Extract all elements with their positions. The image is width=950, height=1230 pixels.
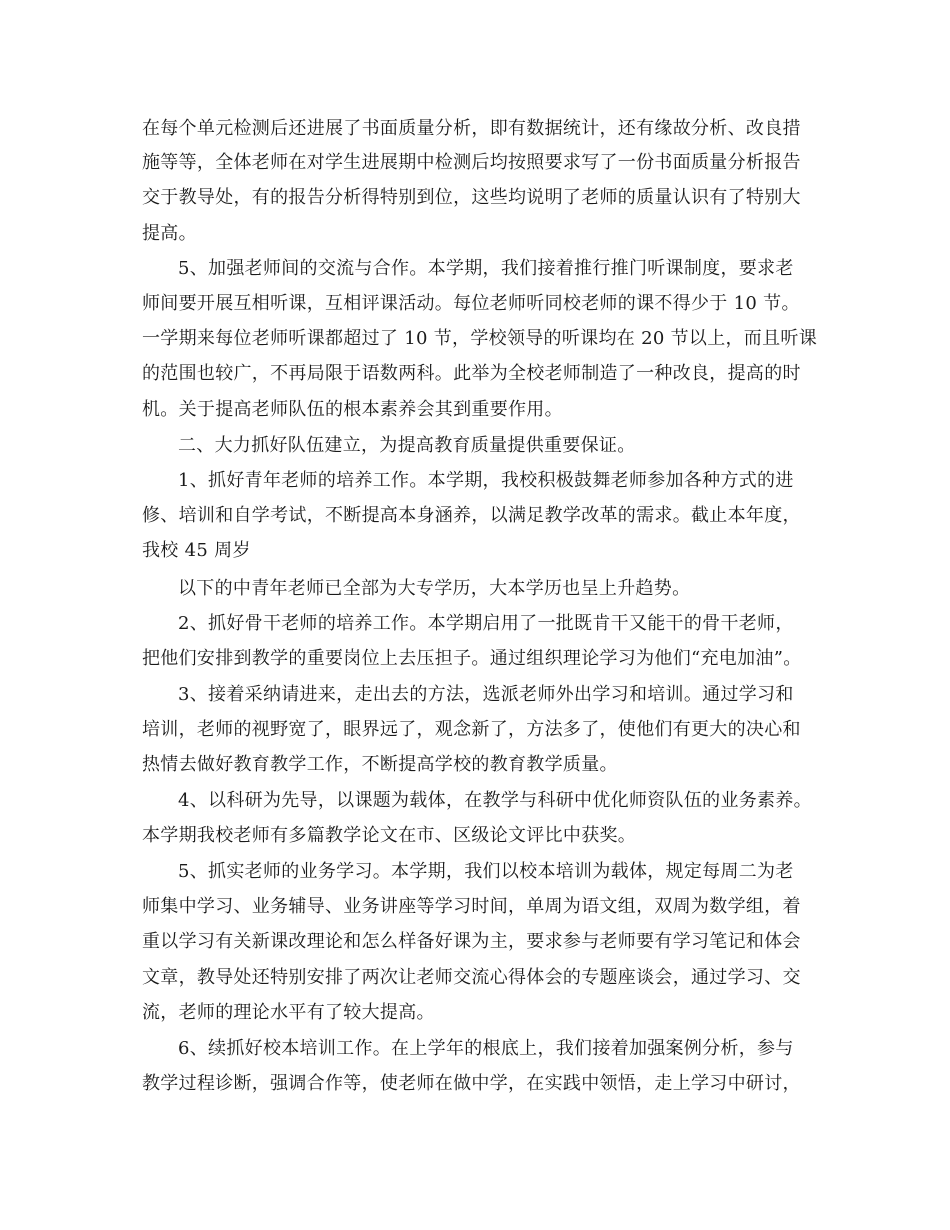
text-line: 文章，教导处还特别安排了两次让老师交流心得体会的专题座谈会，通过学习、交 (142, 967, 801, 988)
paragraph-start-line: 4、以科研为先导，以课题为载体，在教学与科研中优化师资队伍的业务素养。 (178, 790, 812, 811)
paragraph-start-line: 3、接着采纳请进来，走出去的方法，选派老师外出学习和培训。通过学习和 (178, 684, 794, 705)
text-line: 重以学习有关新课改理论和怎么样备好课为主，要求参与老师要有学习笔记和体会 (142, 931, 801, 952)
paragraph-start-line: 5、抓实老师的业务学习。本学期，我们以校本培训为载体，规定每周二为老 (178, 861, 794, 882)
text-line: 在每个单元检测后还进展了书面质量分析，即有数据统计，还有缘故分析、改良措 (142, 118, 801, 139)
paragraph-start-line: 6、续抓好校本培训工作。在上学年的根底上，我们接着加强案例分析，参与 (178, 1038, 794, 1059)
text-line: 施等等，全体老师在对学生进展期中检测后均按照要求写了一份书面质量分析报告 (142, 152, 801, 173)
text-line: 机。关于提高老师队伍的根本素养会其到重要作用。 (142, 399, 563, 420)
paragraph-start-line: 5、加强老师间的交流与合作。本学期，我们接着推行推门听课制度，要求老 (178, 258, 794, 279)
text-line: 把他们安排到教学的重要岗位上去压担子。通过组织理论学习为他们“充电加油”。 (142, 648, 802, 669)
text-line: 一学期来每位老师听课都超过了 10 节，学校领导的听课均在 20 节以上，而且听课 (142, 328, 817, 349)
text-line: 培训，老师的视野宽了，眼界远了，观念新了，方法多了，使他们有更大的决心和 (142, 719, 801, 740)
text-line: 我校 45 周岁 (142, 540, 251, 561)
section-heading: 二、大力抓好队伍建立，为提高教育质量提供重要保证。 (178, 435, 636, 456)
text-line: 的范围也较广，不再局限于语数两科。此举为全校老师制造了一种改良，提高的时 (142, 363, 801, 384)
text-line: 热情去做好教育教学工作，不断提高学校的教育教学质量。 (142, 754, 618, 775)
text-line: 师间要开展互相听课，互相评课活动。每位老师听同校老师的课不得少于 10 节。 (142, 293, 800, 314)
paragraph-start-line: 2、抓好骨干老师的培养工作。本学期启用了一批既肯干又能干的骨干老师， (178, 613, 794, 634)
text-line: 教学过程诊断，强调合作等，使老师在做中学，在实践中领悟，走上学习中研讨， (142, 1073, 801, 1094)
text-line: 提高。 (142, 223, 197, 244)
text-line: 修、培训和自学考试，不断提高本身涵养，以满足教学改革的需求。截止本年度， (142, 505, 801, 526)
text-line: 流，老师的理论水平有了较大提高。 (142, 1002, 435, 1023)
text-line: 以下的中青年老师已全部为大专学历，大本学历也呈上升趋势。 (178, 578, 691, 599)
text-line: 本学期我校老师有多篇教学论文在市、区级论文评比中获奖。 (142, 825, 637, 846)
text-line: 交于教导处，有的报告分析得特别到位，这些均说明了老师的质量认识有了特别大 (142, 187, 801, 208)
paragraph-start-line: 1、抓好青年老师的培养工作。本学期，我校积极鼓舞老师参加各种方式的进 (178, 470, 794, 491)
text-line: 师集中学习、业务辅导、业务讲座等学习时间，单周为语文组，双周为数学组，着 (142, 896, 801, 917)
